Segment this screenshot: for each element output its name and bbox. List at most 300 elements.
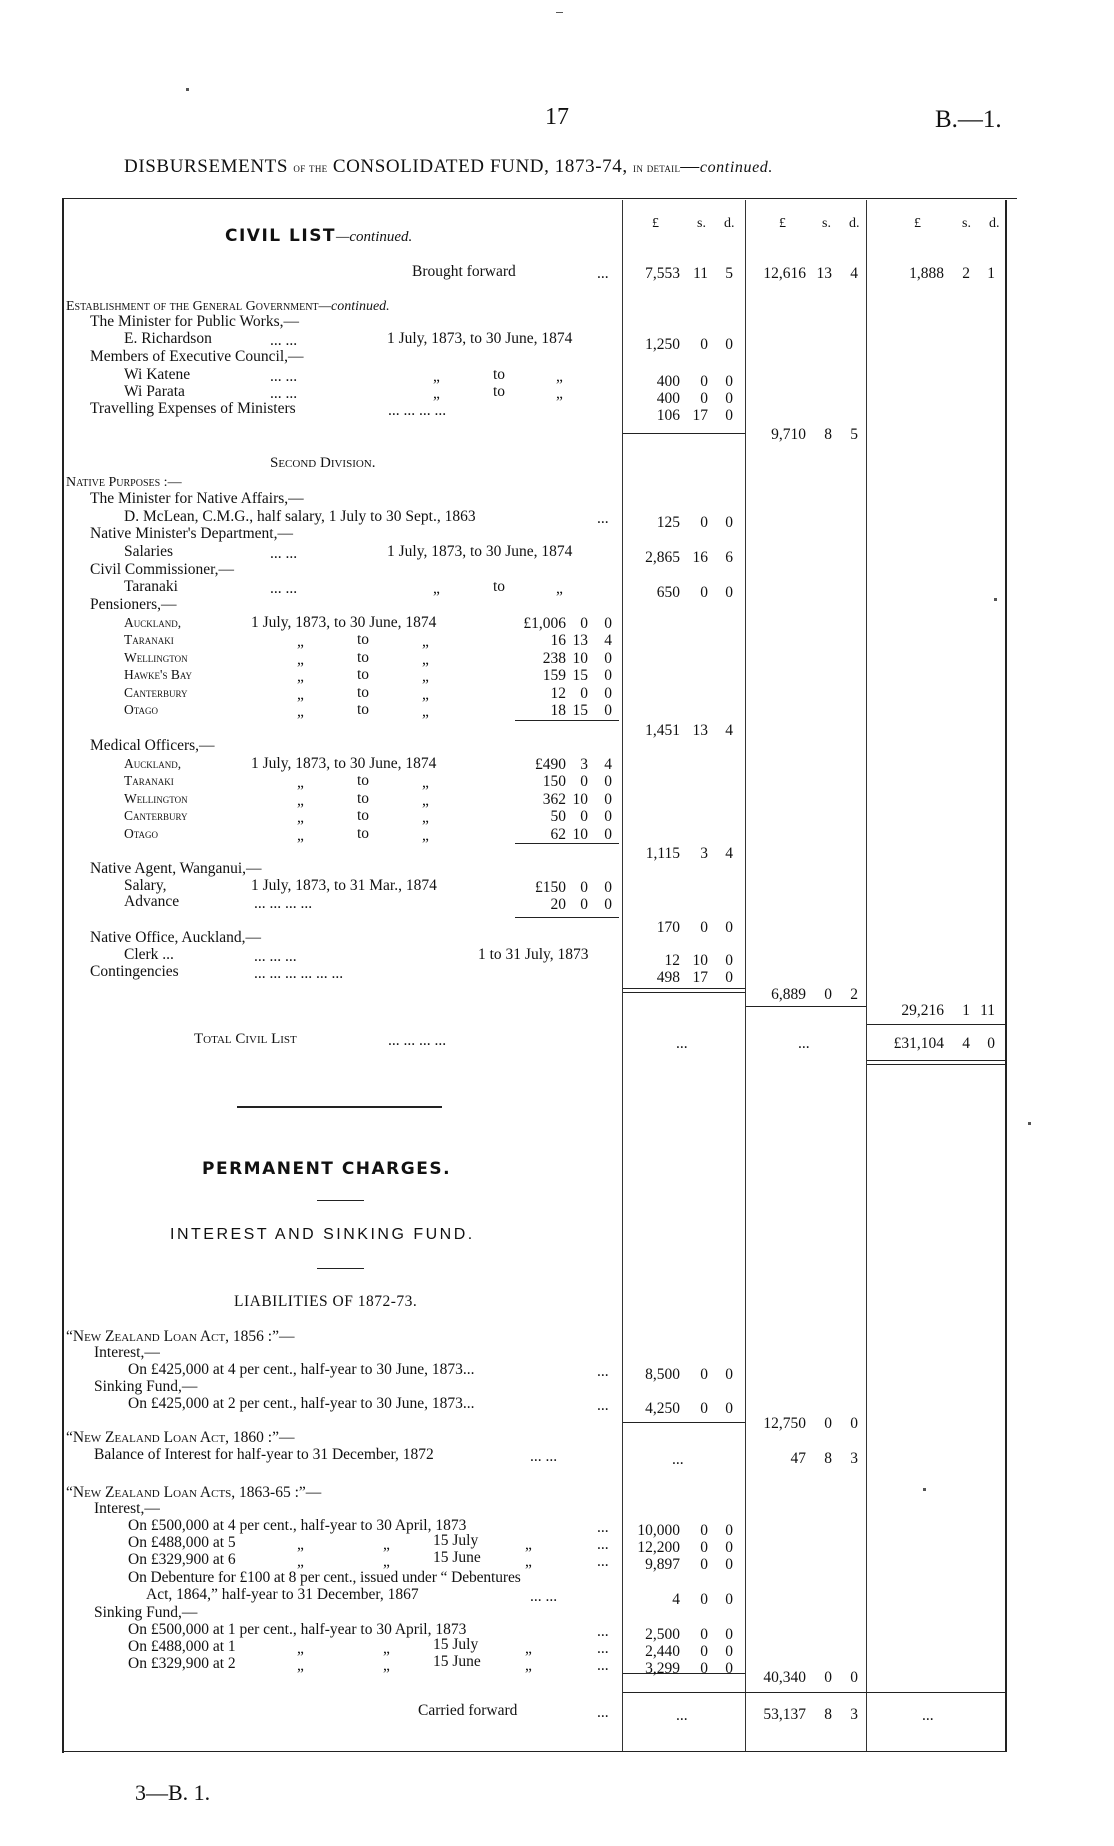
amount-pence: 5 xyxy=(725,265,733,282)
amount-pence: 1 xyxy=(987,265,995,282)
amount-pounds: 6,889 xyxy=(771,986,806,1003)
amount-pence: 0 xyxy=(604,808,612,826)
mclean-line: D. McLean, C.M.G., half salary, 1 July to 30 Sept., 1863 xyxy=(124,508,476,525)
brought-forward-label: Brought forward xyxy=(412,263,516,280)
clerk-name: Clerk ... xyxy=(124,946,174,963)
amount-shillings: 0 xyxy=(700,1522,708,1539)
amount-pounds: 20 xyxy=(550,896,566,913)
amount-pounds: 238 xyxy=(542,649,566,667)
amount-pounds: 3,299 xyxy=(645,1660,680,1677)
amount-shillings: 3 xyxy=(700,845,708,862)
page-number: 17 xyxy=(545,104,569,130)
wanganui-rule xyxy=(515,917,619,918)
amount-pounds: 62 xyxy=(550,825,566,843)
amount-pounds: 40,340 xyxy=(763,1669,806,1686)
amount-shillings: 0 xyxy=(700,1643,708,1660)
column-rule-3 xyxy=(866,200,867,1752)
amount-pounds: 2,440 xyxy=(645,1643,680,1660)
amount-pence: 0 xyxy=(725,1626,733,1643)
amount-shillings: 13 xyxy=(816,265,832,282)
amount-pounds: 47 xyxy=(790,1450,806,1467)
amount-pounds: 159 xyxy=(542,667,566,685)
pensioner-row-place: Wellington xyxy=(124,649,188,665)
pensioner-row-period: 1 July, 1873, to 30 June, 1874 xyxy=(251,614,437,631)
amount-shillings: 10 xyxy=(572,790,588,808)
amount-pence: 2 xyxy=(850,986,858,1003)
amount-pence: 0 xyxy=(604,684,612,702)
amount-pounds: 9,710 xyxy=(771,426,806,443)
act-1856-sinking-line: On £425,000 at 2 per cent., half-year to 30 June, 1873... xyxy=(128,1395,475,1412)
act-1863-i4-line-a: On Debenture for £100 at 8 per cent., issued under “ Debentures xyxy=(128,1569,521,1586)
pensioner-row-place: Otago xyxy=(124,702,159,717)
speck-mark xyxy=(923,1488,926,1491)
pensioner-row-ditto-1: „ xyxy=(297,668,304,686)
mclean-dots: ... xyxy=(597,510,609,527)
carried-forward-col3: ... xyxy=(922,1707,934,1724)
amount-shillings: 8 xyxy=(824,1706,832,1723)
amount-shillings: 0 xyxy=(700,1539,708,1556)
wanganui-heading: Native Agent, Wanganui,— xyxy=(90,860,262,877)
amount-pounds: 1,250 xyxy=(645,336,680,353)
amount-pence: 0 xyxy=(604,702,612,719)
amount-pence: 0 xyxy=(850,1669,858,1686)
establishment-heading: Establishment of the General Government—continued. xyxy=(66,299,390,314)
col3-pound-header: £ xyxy=(914,216,921,231)
amount-shillings: 0 xyxy=(580,808,588,826)
amount-shillings: 16 xyxy=(692,549,708,566)
amount-shillings: 0 xyxy=(700,1626,708,1643)
medical-heading: Medical Officers,— xyxy=(90,737,215,754)
civil-subtotal-rule xyxy=(746,1006,866,1007)
medical-row-ditto-2: „ xyxy=(422,809,429,827)
permanent-rule-2 xyxy=(317,1268,364,1269)
amount-pence: 0 xyxy=(725,584,733,601)
act-1863-sinking: Sinking Fund,— xyxy=(94,1604,198,1621)
speck-mark xyxy=(1028,1122,1031,1125)
amount-pounds: £150 xyxy=(535,879,566,896)
pensioners-rule xyxy=(515,720,619,721)
act-1860-dots: ... ... xyxy=(530,1448,558,1465)
establishment-rule xyxy=(623,433,745,434)
amount-shillings: 0 xyxy=(700,1366,708,1383)
loan-date: 15 July xyxy=(433,1636,479,1653)
medical-row-place: Auckland, xyxy=(124,756,182,771)
amount-shillings: 0 xyxy=(700,390,708,407)
amount-pounds: 12 xyxy=(664,952,680,969)
parata-ditto-2: „ xyxy=(556,385,563,402)
amount-shillings: 2 xyxy=(962,265,970,282)
parata-to: to xyxy=(493,383,506,400)
amount-pence: 0 xyxy=(725,336,733,353)
amount-pounds: 8,500 xyxy=(645,1366,680,1383)
medical-row-ditto-2: „ xyxy=(422,791,429,809)
amount-pounds: 12,616 xyxy=(763,265,806,282)
medical-row-place: Taranaki xyxy=(124,773,174,789)
amount-pence: 0 xyxy=(604,649,612,667)
civil-list-heading: CIVIL LIST—continued. xyxy=(225,226,413,246)
ditto-mark: „ xyxy=(297,1553,304,1570)
amount-pence: 0 xyxy=(604,879,612,896)
amount-pounds: 12,750 xyxy=(763,1415,806,1432)
amount-shillings: 0 xyxy=(700,1591,708,1608)
amount-pence: 0 xyxy=(850,1415,858,1432)
amount-pounds: £1,006 xyxy=(523,615,566,632)
act-1856-interest-line: On £425,000 at 4 per cent., half-year to 30 June, 1873... xyxy=(128,1361,475,1378)
wanganui-advance-dots: ... ... ... ... xyxy=(254,895,313,912)
parata-dots: ... ... xyxy=(270,385,298,402)
carried-forward-col1: ... xyxy=(676,1707,688,1724)
loan-line: On £488,000 at 5 xyxy=(128,1534,236,1551)
contingencies-name: Contingencies xyxy=(90,963,179,980)
civil-commissioner: Civil Commissioner,— xyxy=(90,561,235,578)
richardson-dots: ... ... xyxy=(270,332,298,349)
amount-pence: 0 xyxy=(725,373,733,390)
amount-pounds: 362 xyxy=(542,790,566,808)
katene-to: to xyxy=(493,366,506,383)
travelling-expenses: Travelling Expenses of Ministers xyxy=(90,400,296,417)
amount-shillings: 0 xyxy=(824,1669,832,1686)
amount-pence: 0 xyxy=(604,773,612,791)
ditto-mark: „ xyxy=(525,1536,532,1553)
medical-row-ditto-2: „ xyxy=(422,774,429,792)
ditto-mark: „ xyxy=(297,1640,304,1657)
pensioner-row-ditto-1: „ xyxy=(297,633,304,651)
richardson-name: E. Richardson xyxy=(124,330,212,347)
katene-name: Wi Katene xyxy=(124,366,191,383)
pensioners-heading: Pensioners,— xyxy=(90,596,177,613)
medical-row-ditto-1: „ xyxy=(297,774,304,792)
medical-row-ditto-2: „ xyxy=(422,826,429,844)
amount-pence: 0 xyxy=(725,1400,733,1417)
pensioner-row-ditto-2: „ xyxy=(422,668,429,686)
act-1863-i4-line-b: Act, 1864,” half-year to 31 December, 1867 xyxy=(146,1586,419,1603)
amount-pounds: 4,250 xyxy=(645,1400,680,1417)
executive-council: Members of Executive Council,— xyxy=(90,348,304,365)
act-1856-interest: Interest,— xyxy=(94,1344,160,1361)
row-dots: ... xyxy=(597,1657,609,1674)
medical-row-to: to xyxy=(357,772,370,790)
carried-forward-top-rule xyxy=(623,1692,1005,1693)
amount-pence: 0 xyxy=(604,825,612,843)
pensioner-row-ditto-1: „ xyxy=(297,703,304,720)
amount-pence: 0 xyxy=(725,407,733,424)
amount-shillings: 15 xyxy=(572,702,588,719)
medical-row-ditto-1: „ xyxy=(297,791,304,809)
speck-mark xyxy=(994,598,997,601)
amount-pence: 0 xyxy=(725,1556,733,1573)
salaries-dots: ... ... xyxy=(270,545,298,562)
amount-shillings: 8 xyxy=(824,1450,832,1467)
amount-pence: 4 xyxy=(725,845,733,862)
pensioner-row-place: Auckland, xyxy=(124,615,182,630)
ditto-mark: „ xyxy=(383,1536,390,1553)
katene-ditto-1: „ xyxy=(433,368,440,385)
brought-forward-dots: ... xyxy=(597,265,609,282)
amount-shillings: 13 xyxy=(572,632,588,650)
minister-native: The Minister for Native Affairs,— xyxy=(90,490,304,507)
amount-pounds: 9,897 xyxy=(645,1556,680,1573)
clerk-period: 1 to 31 July, 1873 xyxy=(478,946,589,963)
travelling-dots: ... ... ... ... xyxy=(388,402,447,419)
loan-date: 15 June xyxy=(433,1549,481,1566)
contingencies-dots: ... ... ... ... ... ... xyxy=(254,965,344,982)
total-civil-list-label: Total Civil List xyxy=(194,1031,297,1047)
amount-shillings: 0 xyxy=(700,514,708,531)
amount-pence: 11 xyxy=(980,1002,995,1019)
liabilities-heading: LIABILITIES OF 1872-73. xyxy=(234,1293,418,1310)
amount-pence: 0 xyxy=(725,1539,733,1556)
pensioner-row-to: to xyxy=(357,683,370,701)
col1-shilling-header: s. xyxy=(697,216,706,231)
pensioner-row-ditto-1: „ xyxy=(297,685,304,703)
pensioner-row-to: to xyxy=(357,648,370,666)
row-dots: ... xyxy=(597,1640,609,1657)
salaries-name: Salaries xyxy=(124,543,174,560)
amount-shillings: 10 xyxy=(572,649,588,667)
civil-total-top-rule xyxy=(867,1024,1005,1025)
amount-pounds: 106 xyxy=(656,407,680,424)
amount-pence: 0 xyxy=(725,1591,733,1608)
amount-shillings: 0 xyxy=(700,336,708,353)
act-1856-sinking: Sinking Fund,— xyxy=(94,1378,198,1395)
amount-pence: 0 xyxy=(987,1035,995,1052)
wanganui-salary-period: 1 July, 1873, to 31 Mar., 1874 xyxy=(251,877,437,894)
medical-row-place: Canterbury xyxy=(124,808,188,824)
col2-pound-header: £ xyxy=(779,216,786,231)
act-1863-s1-dots: ... xyxy=(597,1623,609,1640)
amount-pence: 5 xyxy=(850,426,858,443)
wanganui-advance-name: Advance xyxy=(124,893,180,910)
amount-shillings: 0 xyxy=(580,773,588,791)
section-divider xyxy=(237,1106,442,1108)
amount-pounds: 650 xyxy=(656,584,680,601)
ditto-mark: „ xyxy=(383,1640,390,1657)
minister-public-works: The Minister for Public Works,— xyxy=(90,313,299,330)
amount-pence: 0 xyxy=(725,1522,733,1539)
amount-shillings: 10 xyxy=(692,952,708,969)
medical-row-place: Wellington xyxy=(124,790,188,806)
act-1856-sinking-dots: ... xyxy=(597,1397,609,1414)
amount-pence: 0 xyxy=(725,1660,733,1677)
ditto-mark: „ xyxy=(383,1553,390,1570)
amount-pounds: 1,888 xyxy=(909,265,944,282)
amount-pence: 0 xyxy=(725,514,733,531)
act-1863-interest: Interest,— xyxy=(94,1500,160,1517)
medical-row-to: to xyxy=(357,789,370,807)
amount-shillings: 3 xyxy=(580,756,588,773)
pensioner-row-place: Taranaki xyxy=(124,632,174,648)
amount-shillings: 13 xyxy=(692,722,708,739)
taranaki-ditto-2: „ xyxy=(556,580,563,597)
katene-ditto-2: „ xyxy=(556,368,563,385)
pensioner-row-place: Hawke's Bay xyxy=(124,667,193,683)
amount-pounds: 2,500 xyxy=(645,1626,680,1643)
amount-shillings: 10 xyxy=(572,825,588,843)
amount-pounds: 18 xyxy=(550,702,566,719)
amount-shillings: 0 xyxy=(700,1400,708,1417)
medical-row-ditto-1: „ xyxy=(297,826,304,844)
parata-ditto-1: „ xyxy=(433,385,440,402)
amount-shillings: 15 xyxy=(572,667,588,685)
col3-pence-header: d. xyxy=(989,216,1000,231)
amount-shillings: 1 xyxy=(962,1002,970,1019)
pensioner-row-ditto-2: „ xyxy=(422,633,429,651)
amount-shillings: 17 xyxy=(692,407,708,424)
amount-pounds: £490 xyxy=(535,756,566,773)
katene-dots: ... ... xyxy=(270,368,298,385)
amount-shillings: 17 xyxy=(692,969,708,986)
amount-pounds: 10,000 xyxy=(637,1522,680,1539)
civil-total-bottom-rule xyxy=(867,1060,1005,1065)
sheet-id: B.—1. xyxy=(935,106,1002,133)
amount-pounds: 12,200 xyxy=(637,1539,680,1556)
amount-pence: 4 xyxy=(850,265,858,282)
col1-pound-header: £ xyxy=(652,216,659,231)
medical-row-to: to xyxy=(357,824,370,842)
amount-shillings: 0 xyxy=(700,584,708,601)
amount-pounds: 1,451 xyxy=(645,722,680,739)
amount-shillings: 0 xyxy=(824,1415,832,1432)
second-division-heading: Second Division. xyxy=(270,455,376,471)
amount-pounds: 400 xyxy=(656,390,680,407)
amount-pounds: 498 xyxy=(656,969,680,986)
ditto-mark: „ xyxy=(297,1536,304,1553)
footer-signature: 3—B. 1. xyxy=(135,1780,211,1805)
native-dept: Native Minister's Department,— xyxy=(90,525,293,542)
speck-mark xyxy=(556,12,563,13)
richardson-period: 1 July, 1873, to 30 June, 1874 xyxy=(387,330,573,347)
col2-pence-header: d. xyxy=(849,216,860,231)
act-1856-interest-dots: ... xyxy=(597,1363,609,1380)
amount-pounds: 29,216 xyxy=(901,1002,944,1019)
salaries-period: 1 July, 1873, to 30 June, 1874 xyxy=(387,543,573,560)
pensioner-row-ditto-2: „ xyxy=(422,703,429,720)
pensioner-row-place: Canterbury xyxy=(124,684,188,700)
amount-shillings: 0 xyxy=(580,879,588,896)
page-title: DISBURSEMENTS of the CONSOLIDATED FUND, 1873-74, in detail—continued. xyxy=(124,156,773,177)
amount-pence: 3 xyxy=(850,1450,858,1467)
amount-shillings: 11 xyxy=(693,265,708,282)
medical-row-to: to xyxy=(357,807,370,825)
amount-pence: 0 xyxy=(725,919,733,936)
taranaki-dots: ... ... xyxy=(270,580,298,597)
loan-date: 15 June xyxy=(433,1653,481,1670)
amount-pence: 6 xyxy=(725,549,733,566)
carried-forward-dots: ... xyxy=(597,1704,609,1721)
act-1863-i4-dots: ... ... xyxy=(530,1588,558,1605)
pensioner-row-ditto-2: „ xyxy=(422,685,429,703)
taranaki-to: to xyxy=(493,578,506,595)
amount-pence: 4 xyxy=(604,756,612,773)
amount-shillings: 0 xyxy=(700,1660,708,1677)
ditto-mark: „ xyxy=(525,1553,532,1570)
interest-sinking-heading: INTEREST AND SINKING FUND. xyxy=(170,1226,475,1243)
act-1863-s1-line: On £500,000 at 1 per cent., half-year to 30 April, 1873 xyxy=(128,1621,467,1638)
amount-pence: 4 xyxy=(604,632,612,650)
amount-shillings: 0 xyxy=(580,615,588,632)
amount-pounds: 7,553 xyxy=(645,265,680,282)
amount-shillings: 4 xyxy=(962,1035,970,1052)
amount-pounds: 400 xyxy=(656,373,680,390)
native-purposes-rule xyxy=(623,988,745,993)
auckland-office-heading: Native Office, Auckland,— xyxy=(90,929,262,946)
total-civil-list-dots: ... ... ... ... xyxy=(388,1032,447,1049)
col2-shilling-header: s. xyxy=(822,216,831,231)
native-purposes-heading: Native Purposes :— xyxy=(66,475,182,490)
row-dots: ... xyxy=(597,1536,609,1553)
loan-line: On £488,000 at 1 xyxy=(128,1638,236,1655)
taranaki-name: Taranaki xyxy=(124,578,178,595)
amount-pounds: 4 xyxy=(672,1591,680,1608)
ditto-mark: „ xyxy=(525,1657,532,1674)
column-rule-4 xyxy=(1005,200,1007,1752)
act-1856-heading: “New Zealand Loan Act, 1856 :”— xyxy=(66,1328,295,1345)
amount-pounds: 50 xyxy=(550,808,566,826)
amount-pounds: £31,104 xyxy=(893,1035,944,1052)
amount-pence: 4 xyxy=(725,722,733,739)
amount-pounds: 150 xyxy=(542,773,566,791)
row-dots: ... xyxy=(597,1553,609,1570)
parata-name: Wi Parata xyxy=(124,383,185,400)
loan-line: On £329,900 at 2 xyxy=(128,1655,236,1672)
ditto-mark: „ xyxy=(383,1657,390,1674)
loan-date: 15 July xyxy=(433,1532,479,1549)
amount-shillings: 8 xyxy=(824,426,832,443)
amount-pounds: 1,115 xyxy=(645,845,680,862)
amount-shillings: 0 xyxy=(700,1556,708,1573)
permanent-rule-1 xyxy=(317,1200,364,1201)
amount-pence: 0 xyxy=(604,615,612,632)
amount-pence: 0 xyxy=(604,790,612,808)
amount-pounds: 125 xyxy=(656,514,680,531)
amount-shillings: 0 xyxy=(700,373,708,390)
col3-shilling-header: s. xyxy=(962,216,971,231)
amount-shillings: 0 xyxy=(580,684,588,702)
carried-forward-label: Carried forward xyxy=(418,1702,518,1719)
page-bottom-rule xyxy=(62,1751,1007,1752)
amount-pence: 0 xyxy=(604,667,612,685)
amount-pence: 0 xyxy=(725,390,733,407)
pensioner-row-ditto-1: „ xyxy=(297,650,304,668)
act-1863-i1-dots: ... xyxy=(597,1519,609,1536)
ditto-mark: „ xyxy=(525,1640,532,1657)
amount-shillings: 0 xyxy=(580,896,588,913)
total-civil-list-col2: ... xyxy=(798,1035,810,1052)
act-1863-i1-line: On £500,000 at 4 per cent., half-year to 30 April, 1873 xyxy=(128,1517,467,1534)
act-1863-heading: “New Zealand Loan Acts, 1863-65 :”— xyxy=(66,1484,322,1501)
act-1860-col1: ... xyxy=(672,1451,684,1468)
amount-shillings: 0 xyxy=(700,919,708,936)
amount-pounds: 53,137 xyxy=(763,1706,806,1723)
wanganui-salary-name: Salary, xyxy=(124,877,167,894)
total-civil-list-col1: ... xyxy=(676,1035,688,1052)
pensioner-row-to: to xyxy=(357,701,370,718)
amount-pence: 0 xyxy=(725,952,733,969)
act-1856-rule xyxy=(623,1422,745,1423)
amount-pence: 0 xyxy=(725,1643,733,1660)
amount-pence: 0 xyxy=(725,969,733,986)
act-1860-heading: “New Zealand Loan Act, 1860 :”— xyxy=(66,1429,295,1446)
pensioner-row-to: to xyxy=(357,666,370,684)
ditto-mark: „ xyxy=(297,1657,304,1674)
act-1860-line: Balance of Interest for half-year to 31 December, 1872 xyxy=(94,1446,434,1463)
column-rule-2 xyxy=(745,200,746,1752)
amount-pounds: 12 xyxy=(550,684,566,702)
permanent-charges-heading: PERMANENT CHARGES. xyxy=(202,1159,452,1179)
amount-pence: 3 xyxy=(850,1706,858,1723)
amount-pence: 0 xyxy=(604,896,612,913)
amount-pence: 0 xyxy=(725,1366,733,1383)
